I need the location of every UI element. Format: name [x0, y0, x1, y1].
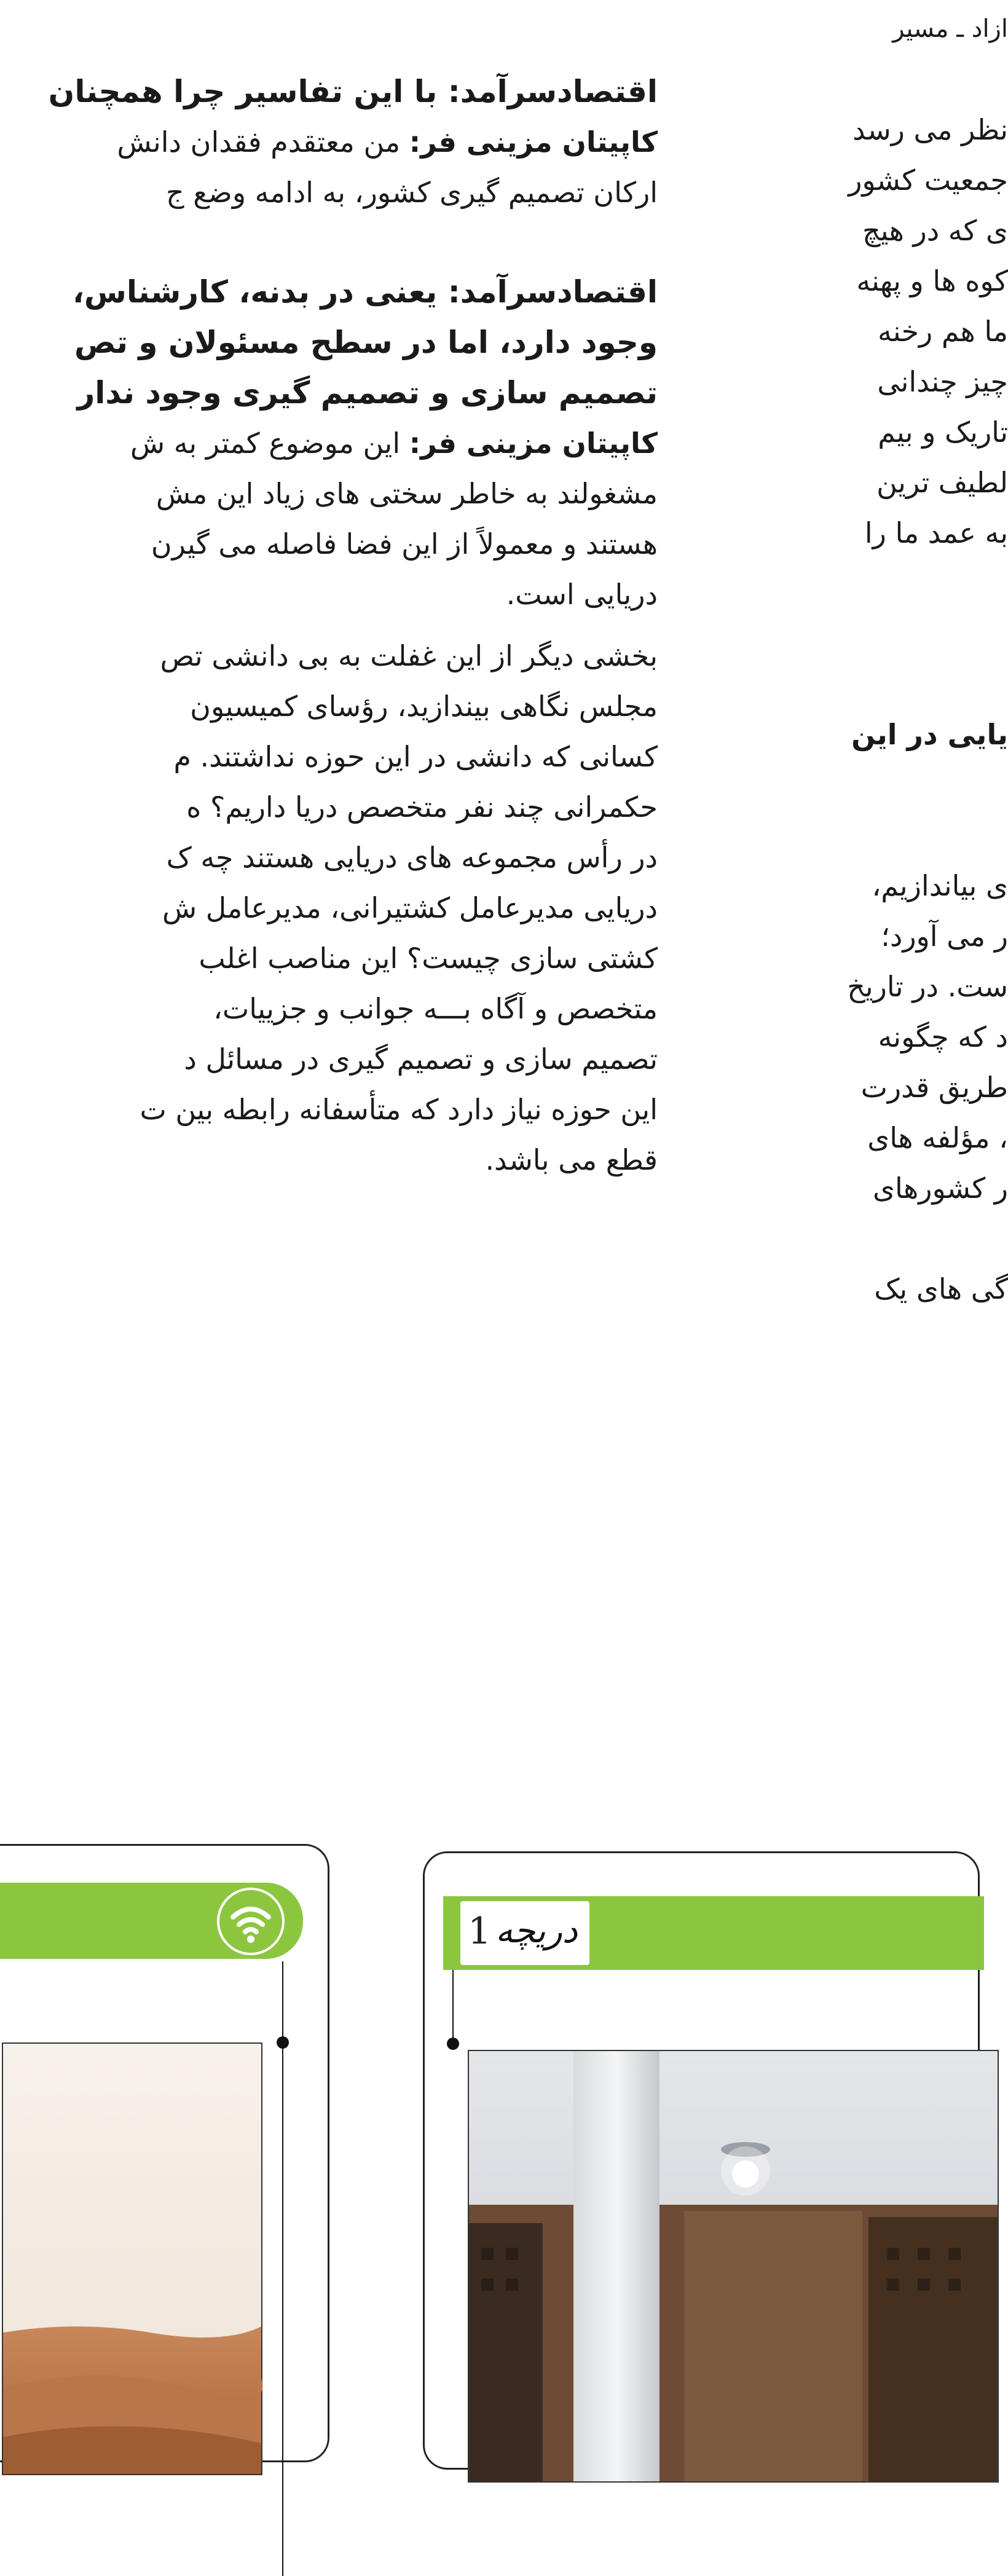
paragraph-line: تاریک و بیم: [878, 416, 1008, 449]
paragraph-line: کشتی سازی چیست؟ این مناصب اغلب: [199, 942, 658, 975]
answer-line: [0, 418, 658, 468]
paragraph-line: [713, 609, 1008, 659]
left-text-column: [0, 66, 658, 1824]
paragraph-line: قطع می باشد.: [485, 1143, 658, 1176]
answer-line: مشغولند به خاطر سختی های زیاد این مش: [156, 477, 658, 510]
card-number: 1: [468, 1910, 492, 1953]
card-connector-dot: [447, 2038, 459, 2050]
question-text: با این تفاسیر چرا همچنان: [48, 74, 438, 109]
card-title: دریچه: [495, 1911, 578, 1951]
answer-line: [0, 117, 658, 167]
wifi-feature-card: [0, 1844, 329, 2462]
interview-block-2: [0, 267, 658, 620]
interview-block-3: [0, 631, 658, 1185]
paragraph-line: ، مؤلفه های: [867, 1121, 1008, 1154]
window-feature-card: [423, 1851, 980, 2470]
wifi-icon: [217, 1888, 285, 1955]
question-label: اقتصادسرآمد:: [447, 274, 658, 310]
paragraph-line: حکمرانی چند نفر متخصص دریا داریم؟ ه: [186, 790, 658, 824]
paragraph-line: جمعیت کشور: [848, 163, 1008, 197]
paragraph-line: ست. در تاریخ: [847, 970, 1008, 1003]
paragraph-line: ازاد ـ مسیر: [892, 15, 1008, 43]
answer-text: این موضوع کمتر به ش: [130, 427, 401, 460]
paragraph-line: [713, 558, 1008, 609]
paragraph-line: نظر می رسد: [852, 113, 1008, 146]
question-line: [0, 267, 658, 317]
paragraph-line: د که چگونه: [878, 1020, 1008, 1054]
question-line: تصمیم سازی و تصمیم گیری وجود ندار: [77, 375, 658, 411]
question-line: وجود دارد، اما در سطح مسئولان و تص: [74, 325, 658, 360]
question-line: [0, 66, 658, 117]
answer-text: من معتقدم فقدان دانش: [117, 125, 401, 159]
card-photo: [2, 2042, 262, 2475]
section-heading-fragment: یایی در این: [851, 718, 1008, 751]
paragraph-line: [713, 54, 1008, 104]
card-connector-line: [282, 1961, 283, 2576]
paragraph-line: [713, 1213, 1008, 1264]
interview-block-1: [0, 66, 658, 218]
paragraph-line: [713, 810, 1008, 861]
answer-line: ارکان تصمیم گیری کشور، به ادامه وضع ج: [165, 176, 658, 209]
interior-photo: [469, 2051, 998, 2481]
paragraph-line: ر می آورد؛: [881, 920, 1008, 953]
paragraph-line: کوه ها و پهنه: [856, 264, 1008, 297]
paragraph-line: لطیف ترین: [876, 466, 1008, 499]
paragraph-line: به عمد ما را: [864, 516, 1008, 549]
question-label: اقتصادسرآمد:: [447, 74, 658, 109]
paragraph-line: بخشی دیگر از این غفلت به بی دانشی تص: [160, 639, 658, 672]
answer-label: کاپیتان مزینی فر:: [409, 427, 658, 460]
right-column-lines: [713, 4, 1008, 1314]
right-text-column: [713, 4, 1008, 1762]
card-connector-dot: [277, 2036, 289, 2049]
paragraph-line: متخصص و آگاه بـــه جوانب و جزییات،: [213, 992, 658, 1025]
paragraph-line: در رأس مجموعه های دریایی هستند چه ک: [166, 841, 658, 874]
paragraph-line: مجلس نگاهی بیندازید، رؤسای کمیسیون: [190, 690, 658, 723]
card-connector-line: [452, 1970, 454, 2044]
answer-line: هستند و معمولاً از این فضا فاصله می گیرن: [151, 527, 658, 561]
paragraph-line: ر کشورهای: [872, 1172, 1008, 1205]
paragraph-line: تصمیم سازی و تصمیم گیری در مسائل د: [184, 1042, 658, 1076]
paragraph-line: چیز چندانی: [877, 365, 1008, 398]
paragraph-line: این حوزه نیاز دارد که متأسفانه رابطه بین ت: [140, 1093, 658, 1126]
paragraph-line: طریق قدرت: [860, 1071, 1008, 1104]
card-photo: [468, 2050, 999, 2483]
paragraph-line: [713, 659, 1008, 709]
paragraph-line: گی های یک: [874, 1272, 1008, 1306]
answer-line: دریایی است.: [506, 578, 658, 611]
paragraph-line: ی بیاندازیم،: [872, 869, 1008, 902]
desert-photo: [3, 2044, 261, 2474]
paragraph-line: ما هم رخنه: [878, 315, 1008, 348]
answer-label: کاپیتان مزینی فر:: [409, 125, 658, 159]
question-text: یعنی در بدنه، کارشناس،: [72, 274, 438, 310]
paragraph-line: دریایی مدیرعامل کشتیرانی، مدیرعامل ش: [162, 891, 658, 924]
paragraph-line: [713, 760, 1008, 810]
paragraph-line: کسانی که دانشی در این حوزه نداشتند. م: [173, 740, 658, 773]
paragraph-line: ی که در هیچ: [862, 214, 1008, 247]
